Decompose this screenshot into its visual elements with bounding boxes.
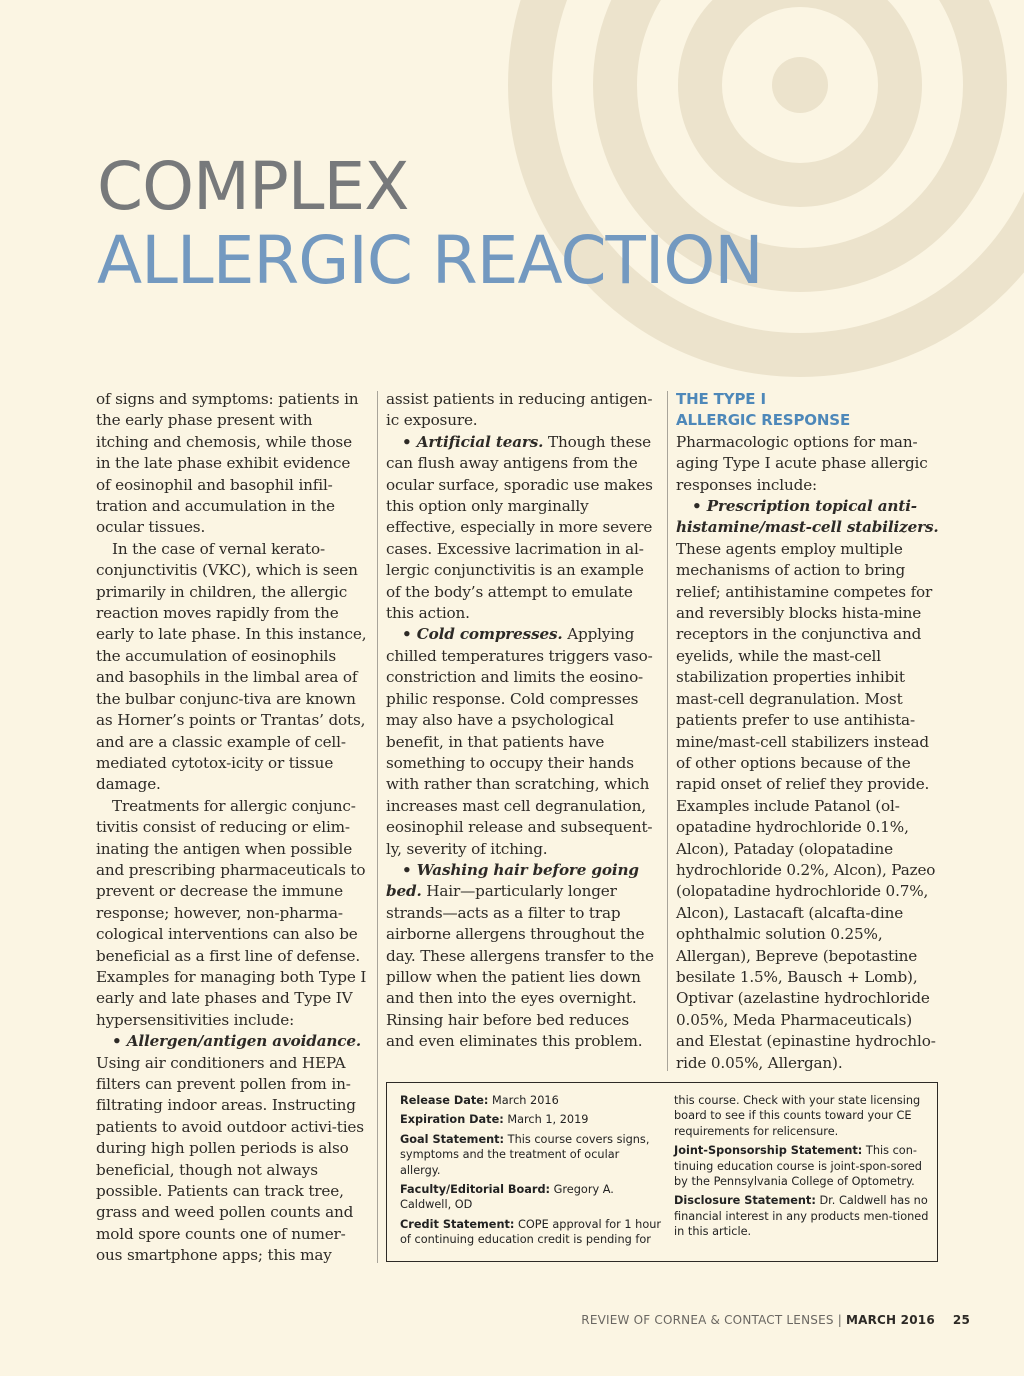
ce-info-box <box>386 1082 938 1262</box>
release-date <box>400 1093 662 1108</box>
credit-statement-label: Credit Statement: <box>400 1217 515 1231</box>
credit-statement <box>400 1217 662 1248</box>
expiration-date-value: March 1, 2019 <box>507 1113 589 1127</box>
paragraph: Pharmacologic options for man-aging Type I acute phase allergic responses include: <box>676 432 928 494</box>
goal-statement-label: Goal Statement: <box>400 1132 505 1146</box>
journal-name: REVIEW OF CORNEA & CONTACT LENSES | <box>581 1313 842 1327</box>
expiration-date-label: Expiration Date: <box>400 1113 504 1127</box>
bullet-body: Though these can flush away antigens from the ocular surface, sporadic use makes this option only marginally effective, especially in more severe cases. Excessive lacrimation in al-lergic conjunctivitis is an example of the body’s attempt to emulate this action. <box>386 432 653 623</box>
credit-statement-continued: this course. Check with your state licensing board to see if this counts toward your CE requirements for relicensure. <box>674 1094 921 1138</box>
bullet-heading: • Artificial tears. <box>402 432 544 451</box>
disclosure-statement-value: Dr. Caldwell has no financial interest in any products men-tioned in this article. <box>674 1194 929 1239</box>
goal-statement <box>400 1132 662 1178</box>
bullet-body: Using air conditioners and HEPA filters can prevent pollen from in-filtrating indoor areas. Instructing patients to avoid outdoor activi-ties during high pollen periods is also beneficial, though not always possible. Patients can track tree, grass and weed pollen counts and mold spore counts one of numer-ous smartphone apps; this may <box>96 1053 364 1265</box>
issue-date: MARCH 2016 <box>845 1313 935 1327</box>
page-footer <box>581 1313 970 1327</box>
expiration-date <box>400 1112 662 1127</box>
release-date-value: March 2016 <box>492 1094 559 1107</box>
subhead-line-1: THE TYPE I <box>676 390 766 408</box>
section-subhead <box>676 389 944 432</box>
credit-statement-value: COPE approval for 1 hour of continuing education credit is pending for <box>400 1217 662 1247</box>
body-column-2 <box>386 389 658 1053</box>
bullet-body: Hair—particularly longer strands—acts as a filter to trap airborne allergens throughout the day. These allergens transfer to the pillow when the patient lies down and then into the eyes overnight. Rinsing hair before bed reduces and even eliminates this problem. <box>386 882 654 1051</box>
bullet-heading: • Cold compresses. <box>402 625 563 644</box>
goal-statement-value: This course covers signs, symptoms and the treatment of ocular allergy. <box>400 1132 650 1177</box>
bullet-paragraph <box>96 1031 368 1052</box>
info-box-right-column <box>674 1093 930 1244</box>
faculty-board-value: Gregory A. Caldwell, OD <box>400 1183 614 1212</box>
joint-sponsorship-label: Joint-Sponsorship Statement: <box>674 1144 863 1158</box>
page-number: 25 <box>952 1313 970 1327</box>
disclosure-statement-label: Disclosure Statement: <box>674 1194 816 1208</box>
joint-sponsorship <box>674 1143 930 1189</box>
bullet-body: Applying chilled temperatures triggers vaso-constriction and limits the eosino-philic response. Cold compresses may also have a psychological benefit, in that patients have something to occupy their hands with rather than scratching, which increases mast cell degranulation, eosinophil release and subsequent-ly, severity of itching. <box>386 625 653 858</box>
bullet-heading: • Prescription topical anti-histamine/mast-cell stabilizers. <box>676 497 939 537</box>
faculty-board <box>400 1182 662 1213</box>
column-rule-2 <box>667 391 668 1071</box>
title-line-1: COMPLEX <box>97 148 409 225</box>
subhead-line-2: ALLERGIC RESPONSE <box>676 411 851 430</box>
body-column-3 <box>676 389 944 1074</box>
title-line-2: ALLERGIC REACTION <box>97 222 763 299</box>
bullet-paragraph <box>386 860 658 1053</box>
paragraph: Treatments for allergic conjunc-tivitis consist of reducing or elim-inating the antigen when possible and prescribing pharmaceuticals to prevent or decrease the immune response; however, non-pharma-cological interventions can also be beneficial as a first line of defense. Examples for managing both Type I early and late phases and Type IV hypersensitivities include: <box>96 796 367 1029</box>
paragraph: In the case of vernal kerato-conjunctivitis (VKC), which is seen primarily in children, the allergic reaction moves rapidly from the early to late phase. In this instance, the accumulation of eosinophils and basophils in the limbal area of the bulbar conjunc-tiva are known as Horner’s points or Trantas’ dots, and are a classic example of cell-mediated cytotox-icity or tissue damage. <box>96 539 367 794</box>
info-box-left-column <box>400 1093 662 1252</box>
bullet-paragraph <box>386 624 658 859</box>
faculty-board-label: Faculty/Editorial Board: <box>400 1183 551 1197</box>
article-title <box>97 150 763 298</box>
disclosure-statement <box>674 1193 930 1239</box>
bullet-heading: • Washing hair before going bed. <box>386 860 639 901</box>
bullet-paragraph <box>386 432 658 625</box>
body-column-1 <box>96 389 368 1267</box>
paragraph: assist patients in reducing antigen-ic exposure. <box>386 390 653 430</box>
bullet-heading: • Allergen/antigen avoidance. <box>112 1032 362 1051</box>
joint-sponsorship-value: This con-tinuing education course is joint-spon-sored by the Pennsylvania College of Optometry. <box>674 1144 922 1189</box>
paragraph: of signs and symptoms: patients in the early phase present with itching and chemosis, while those in the late phase exhibit evidence of eosinophil and basophil infil-tration and accumulation in the ocular tissues. <box>96 390 359 537</box>
release-date-label: Release Date: <box>400 1094 489 1107</box>
column-rule-1 <box>377 391 378 1263</box>
bullet-paragraph <box>676 496 944 539</box>
bullet-body: These agents employ multiple mechanisms of action to bring relief; antihistamine competes for and reversibly blocks hista-mine receptors in the conjunctiva and eyelids, while the mast-cell stabilization properties inhibit mast-cell degranulation. Most patients prefer to use antihista-mine/mast-cell stabilizers instead of other options because of the rapid onset of relief they provide. Examples include Patanol (ol-opatadine hydrochloride 0.1%, Alcon), Pataday (olopatadine hydrochloride 0.2%, Alcon), Pazeo (olopatadine hydrochloride 0.7%, Alcon), Lastacaft (alcafta-dine ophthalmic solution 0.25%, Allergan), Bepreve (bepotastine besilate 1.5%, Bausch + Lomb), Optivar (azelastine hydrochloride 0.05%, Meda Pharmaceuticals) and Elestat (epinastine hydrochlo-ride 0.05%, Allergan). <box>676 539 936 1072</box>
